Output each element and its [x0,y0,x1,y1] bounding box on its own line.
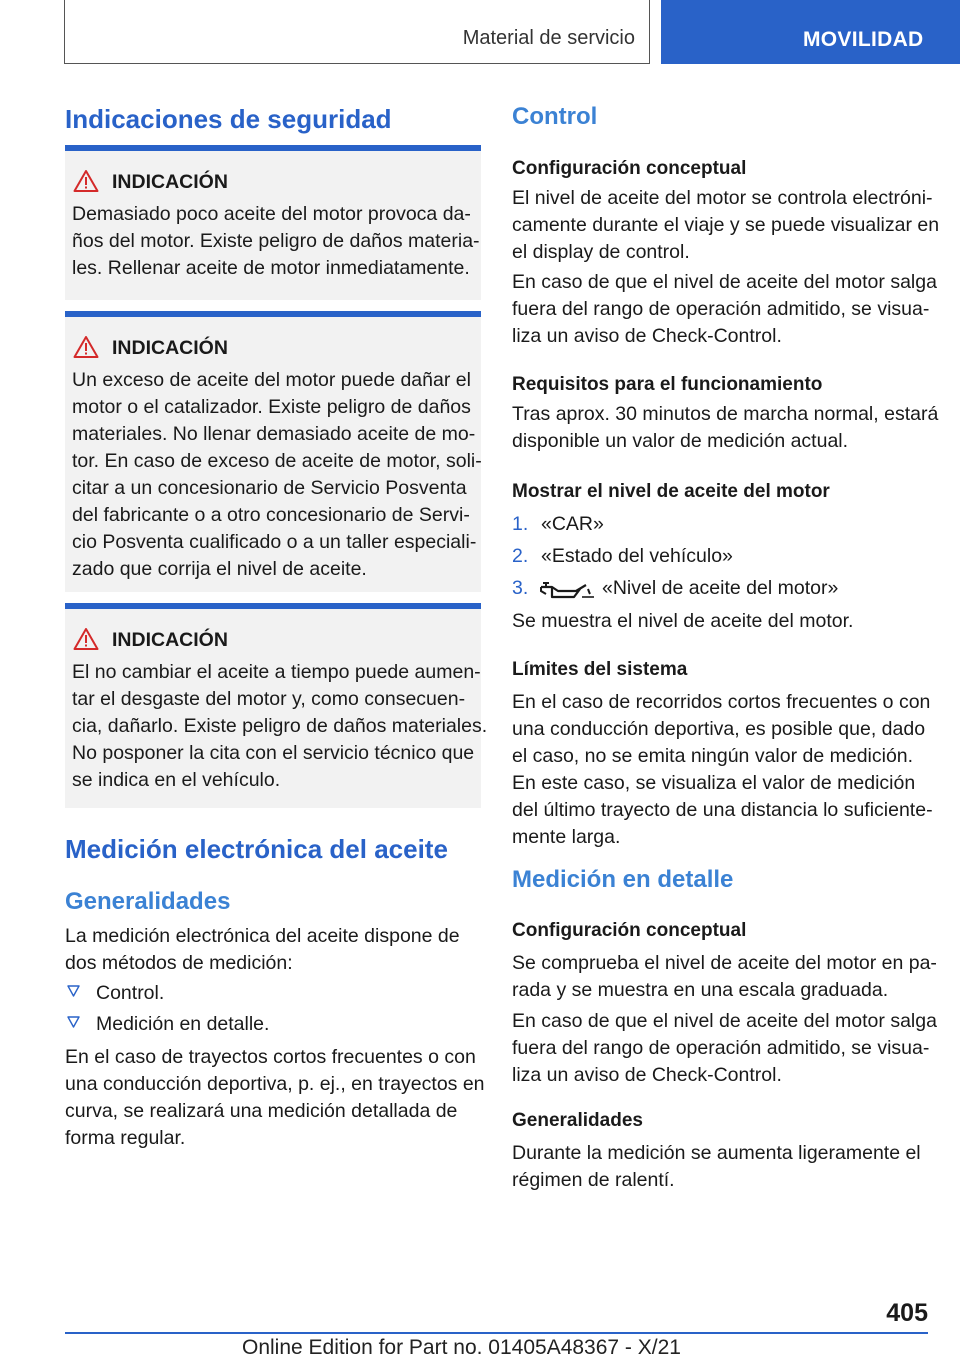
subheading-detail-general: Generalidades [512,1110,643,1131]
step-number: 3. [512,577,529,599]
list-item-label: Control. [96,982,165,1004]
subheading-limits: Límites del sistema [512,659,688,680]
step-label: «Estado del vehículo» [541,545,733,567]
page-header [0,0,960,66]
general-paragraph: La medición electrónica del aceite dispone de dos métodos de medición: [65,925,460,974]
step-number: 1. [512,513,529,535]
triangle-bullet-icon [67,985,80,997]
list-item-label: Medición en detalle. [96,1013,270,1035]
limits-paragraph: En el caso de recorridos cortos frecuentes o con una conducción deportiva, es posible que, dado el caso, no se emita ningún valor de medición. En este caso, se visualiza el valor de medición del último trayecto de una distancia lo suficiente- mente larga. [512,691,933,848]
warning-title: INDICACIÓN [112,337,228,359]
header-section-title: Material de servicio [462,27,635,49]
heading-general: Generalidades [65,888,231,915]
show-result: Se muestra el nivel de aceite del motor. [512,610,854,632]
edition-note: Online Edition for Part no. 01405A48367 - X/21 [242,1336,681,1359]
warning-box-2 [65,311,481,592]
subheading-detail-concept: Configuración conceptual [512,920,747,941]
warning-box-3 [65,603,488,808]
general-paragraph-2: En el caso de trayectos cortos frecuentes o con una conducción deportiva, p. ej., en trayectos en curva, se realizará una medición detallada de forma regular. [65,1046,485,1149]
step-label: «Nivel de aceite del motor» [602,577,839,599]
detail-concept-paragraph-2: En caso de que el nivel de aceite del motor salga fuera del rango de operación admitido, se visua- liza un aviso de Check-Control. [512,1010,937,1086]
header-chapter-tab[interactable] [661,0,960,64]
step-number: 2. [512,545,529,567]
requirements-paragraph: Tras aprox. 30 minutos de marcha normal, estará disponible un valor de medición actual. [512,403,939,452]
subheading-show-level: Mostrar el nivel de aceite del motor [512,481,830,502]
page-number: 405 [886,1299,928,1327]
subheading-requirements: Requisitos para el funcionamiento [512,374,823,395]
heading-detail-measurement: Medición en detalle [512,866,734,893]
warning-title: INDICACIÓN [112,629,228,651]
heading-electronic-measurement: Medición electrónica del aceite [65,834,448,864]
step-label: «CAR» [541,513,604,535]
warning-triangle-icon [73,335,99,359]
concept-paragraph-2: En caso de que el nivel de aceite del motor salga fuera del rango de operación admitido, se visua- liza un aviso de Check-Control. [512,271,937,347]
warning-triangle-icon [73,169,99,193]
warning-box-1 [65,145,481,300]
warning-text: Demasiado poco aceite del motor provoca da- ños del motor. Existe peligro de daños materia- les. Rellenar aceite de motor inmediatamente. [72,203,480,279]
oil-can-icon [540,577,596,601]
header-section-box [64,0,650,64]
concept-paragraph: El nivel de aceite del motor se controla electróni- camente durante el viaje y se puede visualizar en el display de control. [512,187,940,263]
warning-text: El no cambiar el aceite a tiempo puede aumen- tar el desgaste del motor y, como consecuen- cia, dañarlo. Existe peligro de daños materiales. No posponer la cita con el servicio técnico que se indica en el vehículo. [72,661,488,791]
detail-concept-paragraph: Se comprueba el nivel de aceite del motor en pa- rada y se muestra en una escala graduada. [512,952,937,1001]
footer-divider [65,1332,928,1334]
warning-triangle-icon [73,627,99,651]
detail-general-paragraph: Durante la medición se aumenta ligeramente el régimen de ralentí. [512,1142,921,1191]
heading-control: Control [512,103,598,130]
warning-text: Un exceso de aceite del motor puede dañar el motor o el catalizador. Existe peligro de daños materiales. No llenar demasiado aceite de mo- tor. En caso de exceso de aceite de motor, soli- citar a un concesionario de Servicio Posventa del fabricante o a otro concesionario de Servi- cio Posventa cualificado o a un taller especiali- zado que corrija el nivel de aceite. [72,369,482,580]
header-chapter-label: MOVILIDAD [803,28,924,51]
warning-title: INDICACIÓN [112,171,228,193]
subheading-concept: Configuración conceptual [512,158,747,179]
triangle-bullet-icon [67,1016,80,1028]
heading-safety: Indicaciones de seguridad [65,104,392,134]
